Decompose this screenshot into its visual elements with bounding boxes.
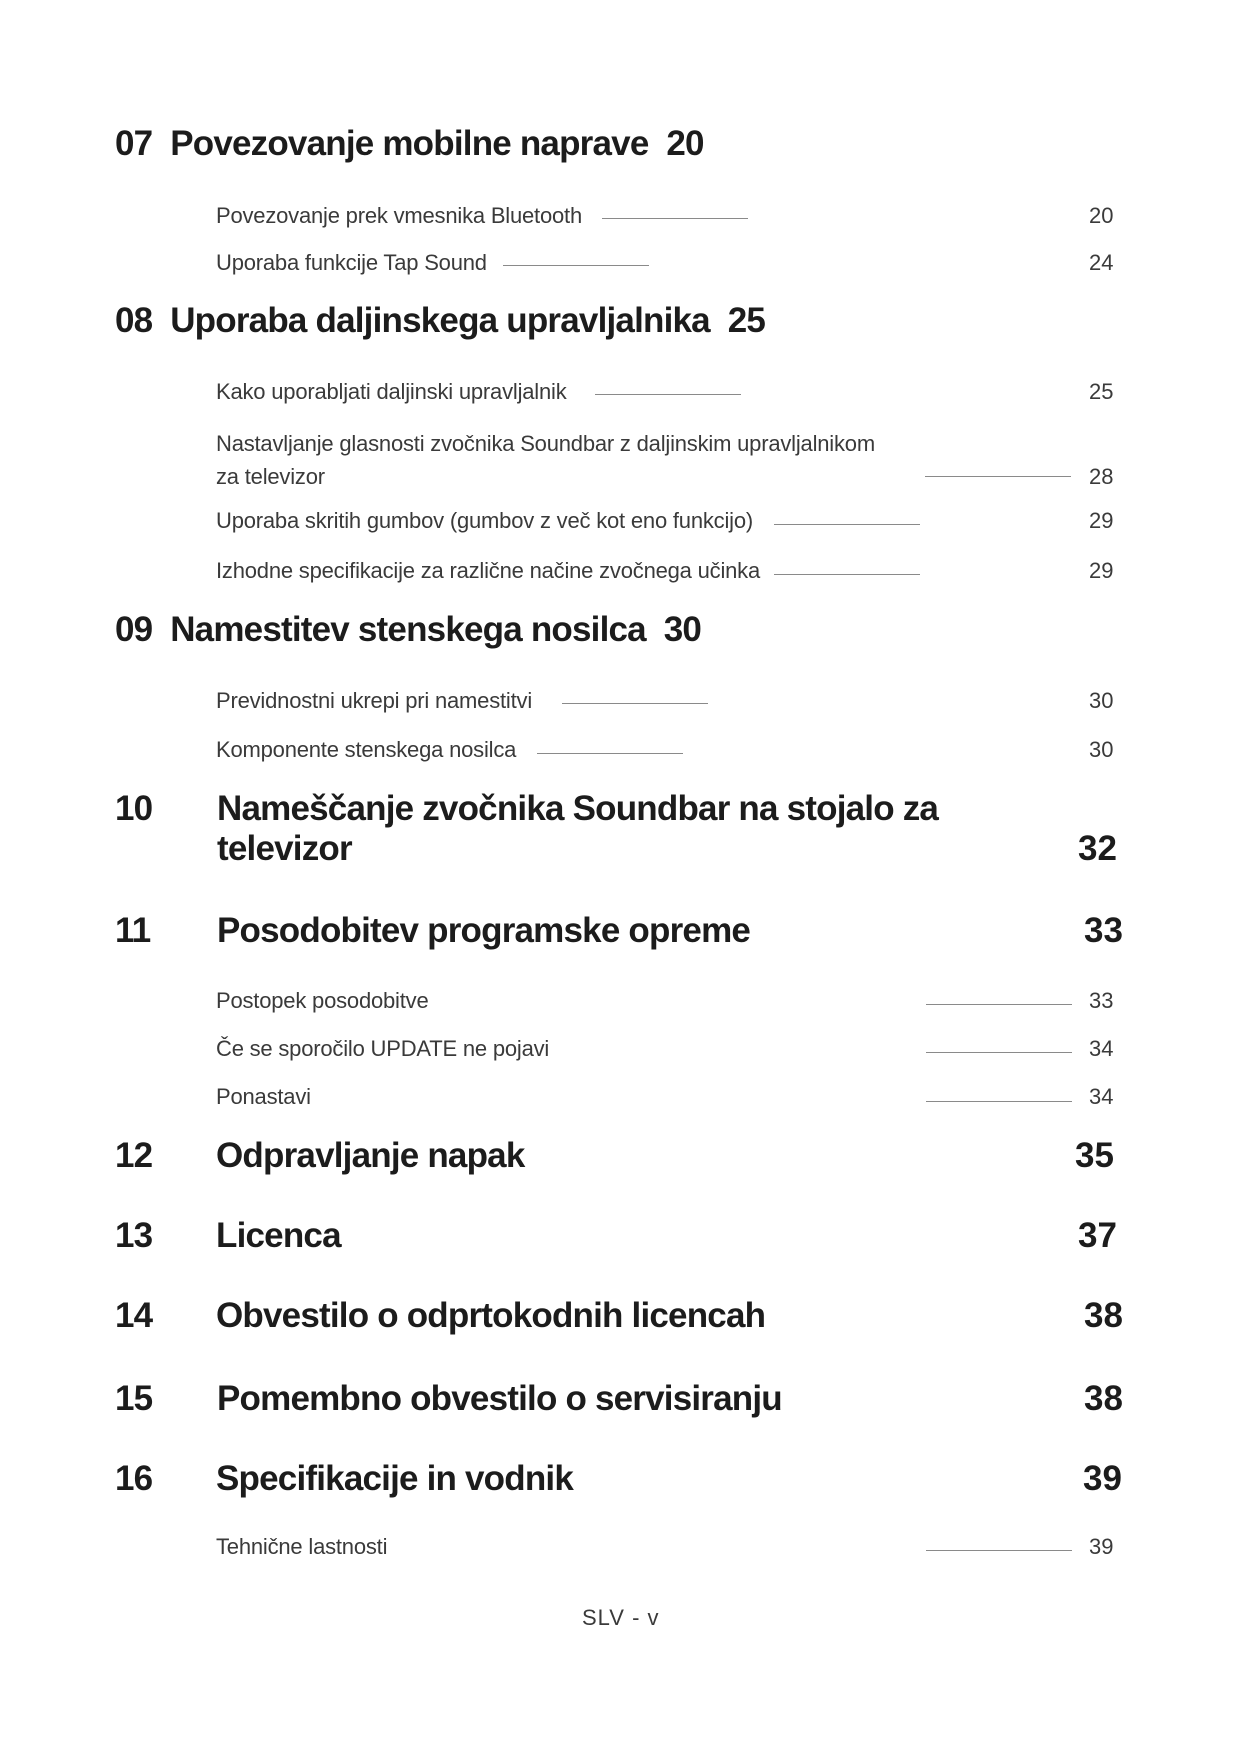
toc-item[interactable]: Tehnične lastnosti bbox=[216, 1534, 388, 1559]
section-page: 38 bbox=[1084, 1296, 1123, 1335]
section-11-title[interactable]: Posodobitev programske opreme bbox=[217, 911, 751, 950]
toc-item-page: 34 bbox=[1089, 1036, 1114, 1061]
leader-line bbox=[925, 476, 1071, 477]
section-page: 20 bbox=[666, 124, 704, 163]
toc-item[interactable]: Previdnostni ukrepi pri namestitvi bbox=[216, 688, 533, 713]
section-title: Povezovanje mobilne naprave bbox=[170, 124, 649, 163]
leader-line bbox=[926, 1550, 1072, 1551]
toc-item-page: 28 bbox=[1089, 464, 1114, 489]
toc-item[interactable]: Uporaba funkcije Tap Sound bbox=[216, 250, 487, 275]
section-number: 16 bbox=[115, 1459, 153, 1498]
leader-line bbox=[562, 703, 708, 704]
section-page: 38 bbox=[1084, 1379, 1123, 1418]
section-page: 37 bbox=[1078, 1216, 1117, 1255]
leader-line bbox=[595, 394, 741, 395]
section-number: 15 bbox=[115, 1379, 153, 1418]
toc-item-continued[interactable]: za televizor bbox=[216, 464, 325, 489]
section-number: 08 bbox=[115, 301, 153, 340]
section-number: 13 bbox=[115, 1216, 153, 1255]
toc-item-page: 34 bbox=[1089, 1084, 1114, 1109]
toc-item[interactable]: Če se sporočilo UPDATE ne pojavi bbox=[216, 1036, 550, 1061]
leader-line bbox=[602, 218, 748, 219]
section-13-title[interactable]: Licenca bbox=[216, 1216, 341, 1255]
toc-item-page: 30 bbox=[1089, 737, 1114, 762]
toc-item-page: 30 bbox=[1089, 688, 1114, 713]
toc-item[interactable]: Postopek posodobitve bbox=[216, 988, 429, 1013]
section-12-title[interactable]: Odpravljanje napak bbox=[216, 1136, 525, 1175]
section-10-title[interactable]: Nameščanje zvočnika Soundbar na stojalo za bbox=[217, 789, 939, 828]
toc-item-page: 20 bbox=[1089, 203, 1114, 228]
section-page: 39 bbox=[1083, 1459, 1122, 1498]
section-page: 32 bbox=[1078, 829, 1117, 868]
leader-line bbox=[537, 753, 683, 754]
toc-item[interactable]: Izhodne specifikacije za različne načine zvočnega učinka bbox=[216, 558, 761, 583]
page-footer: SLV - v bbox=[582, 1605, 660, 1630]
section-number: 11 bbox=[115, 911, 151, 950]
section-title: Namestitev stenskega nosilca bbox=[170, 610, 646, 649]
section-07-heading[interactable] bbox=[115, 124, 704, 164]
leader-line bbox=[926, 1101, 1072, 1102]
toc-item[interactable]: Povezovanje prek vmesnika Bluetooth bbox=[216, 203, 582, 228]
section-page: 30 bbox=[663, 610, 702, 649]
toc-item[interactable]: Komponente stenskega nosilca bbox=[216, 737, 517, 762]
toc-item-page: 25 bbox=[1089, 379, 1114, 404]
section-number: 10 bbox=[115, 789, 153, 828]
toc-item-page: 33 bbox=[1089, 988, 1114, 1013]
section-page: 33 bbox=[1084, 911, 1123, 950]
leader-line bbox=[926, 1052, 1072, 1053]
leader-line bbox=[774, 524, 920, 525]
section-16-title[interactable]: Specifikacije in vodnik bbox=[216, 1459, 574, 1498]
section-number: 14 bbox=[115, 1296, 153, 1335]
section-number: 09 bbox=[115, 610, 153, 649]
toc-item[interactable]: Kako uporabljati daljinski upravljalnik bbox=[216, 379, 567, 404]
section-08-heading[interactable] bbox=[115, 301, 765, 341]
section-page: 25 bbox=[727, 301, 766, 340]
section-page: 35 bbox=[1075, 1136, 1114, 1175]
section-10-title-continued[interactable]: televizor bbox=[217, 829, 352, 868]
section-number: 12 bbox=[115, 1136, 153, 1175]
section-09-heading[interactable] bbox=[115, 610, 701, 650]
leader-line bbox=[503, 265, 649, 266]
toc-item[interactable]: Ponastavi bbox=[216, 1084, 311, 1109]
toc-item[interactable]: Nastavljanje glasnosti zvočnika Soundbar z daljinskim upravljalnikom bbox=[216, 431, 875, 456]
section-number: 07 bbox=[115, 124, 153, 163]
toc-item-page: 24 bbox=[1089, 250, 1114, 275]
section-14-title[interactable]: Obvestilo o odprtokodnih licencah bbox=[216, 1296, 766, 1335]
leader-line bbox=[774, 574, 920, 575]
toc-item[interactable]: Uporaba skritih gumbov (gumbov z več kot eno funkcijo) bbox=[216, 508, 754, 533]
toc-item-page: 29 bbox=[1089, 558, 1114, 583]
toc-item-page: 39 bbox=[1089, 1534, 1114, 1559]
section-15-title[interactable]: Pomembno obvestilo o servisiranju bbox=[217, 1379, 782, 1418]
section-title: Uporaba daljinskega upravljalnika bbox=[170, 301, 710, 340]
toc-item-page: 29 bbox=[1089, 508, 1114, 533]
leader-line bbox=[926, 1004, 1072, 1005]
